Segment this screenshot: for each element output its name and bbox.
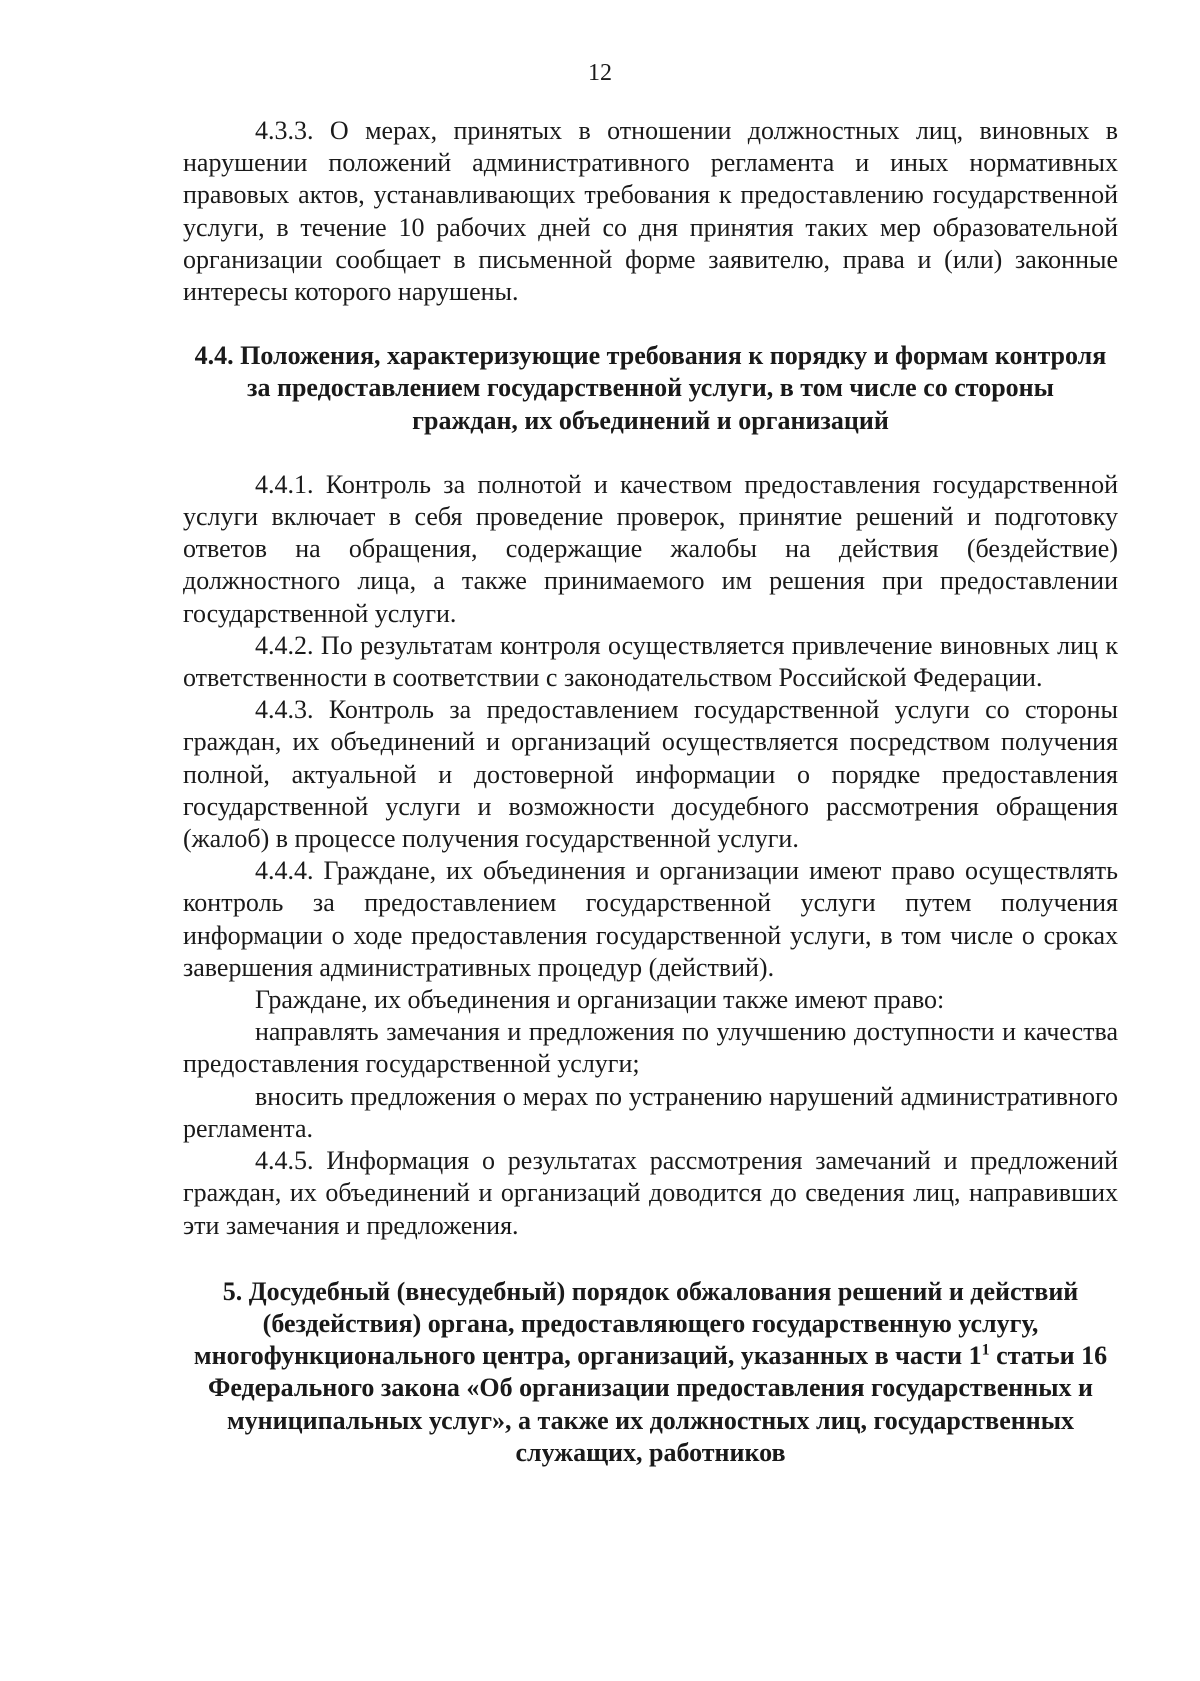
- section-heading-5-part1: 5. Досудебный (внесудебный) порядок обжалования решений и действий (бездействия) органа, предоставляющего государственную услугу, многофункционального центра, организаций, указанных в части 1: [193, 1276, 1079, 1371]
- paragraph-4-4-3: 4.4.3. Контроль за предоставлением государственной услуги со стороны граждан, их объединений и организаций осуществляется посредством получения полной, актуальной и достоверной информации о порядке предоставления государственной услуги и возможности досудебного рассмотрения обращения (жалоб) в процессе получения государственной услуги.: [183, 695, 1118, 854]
- page-number: 12: [588, 60, 612, 86]
- paragraph-4-4-1: 4.4.1. Контроль за полнотой и качеством предоставления государственной услуги включает в себя проведение проверок, принятие решений и подготовку ответов на обращения, содержащие жалобы на действия (бездействие) должностного лица, а также принимаемого им решения при предоставлении государственной услуги.: [183, 469, 1118, 628]
- section-heading-5-superscript: 1: [981, 1341, 990, 1359]
- paragraph-4-4-2: 4.4.2. По результатам контроля осуществляется привлечение виновных лиц к ответственности в соответствии с законодательством Российской Федерации.: [183, 630, 1118, 693]
- section-heading-4-4: 4.4. Положения, характеризующие требования к порядку и формам контроля за предоставлением государственной услуги, в том числе со стороны граждан, их объединений и организаций: [194, 341, 1107, 435]
- paragraph-4-4-5: 4.4.5. Информация о результатах рассмотрения замечаний и предложений граждан, их объединений и организаций доводится до сведения лиц, направивших эти замечания и предложения.: [183, 1146, 1118, 1240]
- page-content: [183, 115, 1118, 1469]
- paragraph-right-remarks: направлять замечания и предложения по улучшению доступности и качества предоставления государственной услуги;: [183, 1017, 1118, 1079]
- paragraph-rights-intro: Граждане, их объединения и организации также имеют право:: [255, 985, 945, 1015]
- paragraph-right-proposals: вносить предложения о мерах по устранению нарушений административного регламента.: [183, 1081, 1118, 1143]
- section-heading-5: [183, 1276, 1118, 1469]
- paragraph-4-3-3: 4.3.3. О мерах, принятых в отношении должностных лиц, виновных в нарушении положений административного регламента и иных нормативных правовых актов, устанавливающих требования к предоставлению государственной услуги, в течение 10 рабочих дней со дня принятия таких мер образовательной организации сообщает в письменной форме заявителю, права и (или) законные интересы которого нарушены.: [183, 116, 1118, 307]
- paragraph-4-4-4: 4.4.4. Граждане, их объединения и организации имеют право осуществлять контроль за предоставлением государственной услуги путем получения информации о ходе предоставления государственной услуги, в том числе о сроках завершения административных процедур (действий).: [183, 856, 1118, 982]
- section-heading-5-part2: статьи 16 Федерального закона «Об организации предоставления государственных и муниципальных услуг», а также их должностных лиц, государственных служащих, работников: [207, 1341, 1108, 1467]
